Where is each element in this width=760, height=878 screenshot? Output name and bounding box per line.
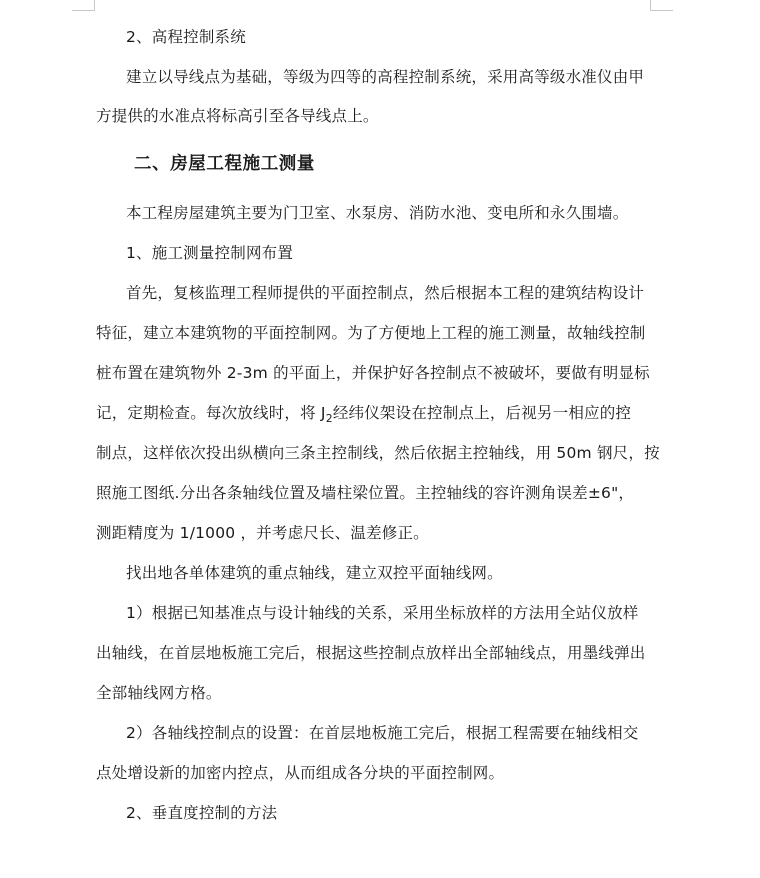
- chapter-heading-building-survey: 二、房屋工程施工测量: [134, 154, 315, 174]
- list-item-2-line: 点处增设新的加密内控点，从而组成各分块的平面控制网。: [96, 764, 505, 782]
- paragraph-line: 照施工图纸.分出各条轴线位置及墙柱梁位置。主控轴线的容许测角误差±6"，: [96, 484, 635, 502]
- paragraph-line: 方提供的水准点将标高引至各导线点上。: [96, 107, 379, 125]
- list-item-1-line: 出轴线，在首层地板施工完后，根据这些控制点放样出全部轴线点，用墨线弹出: [96, 644, 646, 662]
- paragraph-line: [96, 402, 656, 430]
- section-heading-elevation-control: 2、高程控制系统: [126, 28, 246, 46]
- section-heading-verticality-control: 2、垂直度控制的方法: [126, 804, 278, 822]
- line-text: 记，定期检查。每次放线时，将 J: [96, 404, 326, 422]
- paragraph-line: 桩布置在建筑物外 2-3m 的平面上，并保护好各控制点不被破坏，要做有明显标: [96, 364, 650, 382]
- margin-corner-mark-left: [72, 0, 95, 11]
- paragraph-line: 制点，这样依次投出纵横向三条主控制线，然后依据主控轴线，用 50m 钢尺，按: [96, 444, 660, 462]
- paragraph-line: 特征，建立本建筑物的平面控制网。为了方便地上工程的施工测量，故轴线控制: [96, 324, 646, 342]
- paragraph-line: 首先，复核监理工程师提供的平面控制点，然后根据本工程的建筑结构设计: [126, 284, 645, 302]
- paragraph-line: 找出地各单体建筑的重点轴线，建立双控平面轴线网。: [126, 564, 503, 582]
- line-text: 经纬仪架设在控制点上，后视另一相应的控: [332, 404, 632, 422]
- list-item-1-line: 全部轴线网方格。: [96, 684, 222, 702]
- margin-corner-mark-right: [650, 0, 673, 11]
- paragraph-line: 建立以导线点为基础，等级为四等的高程控制系统，采用高等级水准仪由甲: [126, 68, 645, 86]
- list-item-2-line: 2）各轴线控制点的设置：在首层地板施工完后，根据工程需要在轴线相交: [126, 724, 639, 742]
- section-heading-control-network: 1、施工测量控制网布置: [126, 244, 294, 262]
- paragraph-line: 测距精度为 1/1000 ，并考虑尺长、温差修正。: [96, 524, 429, 542]
- list-item-1-line: 1）根据已知基准点与设计轴线的关系，采用坐标放样的方法用全站仪放样: [126, 604, 639, 622]
- paragraph-line: 本工程房屋建筑主要为门卫室、水泵房、消防水池、变电所和永久围墙。: [126, 204, 629, 222]
- subscript-text: 2: [325, 411, 333, 425]
